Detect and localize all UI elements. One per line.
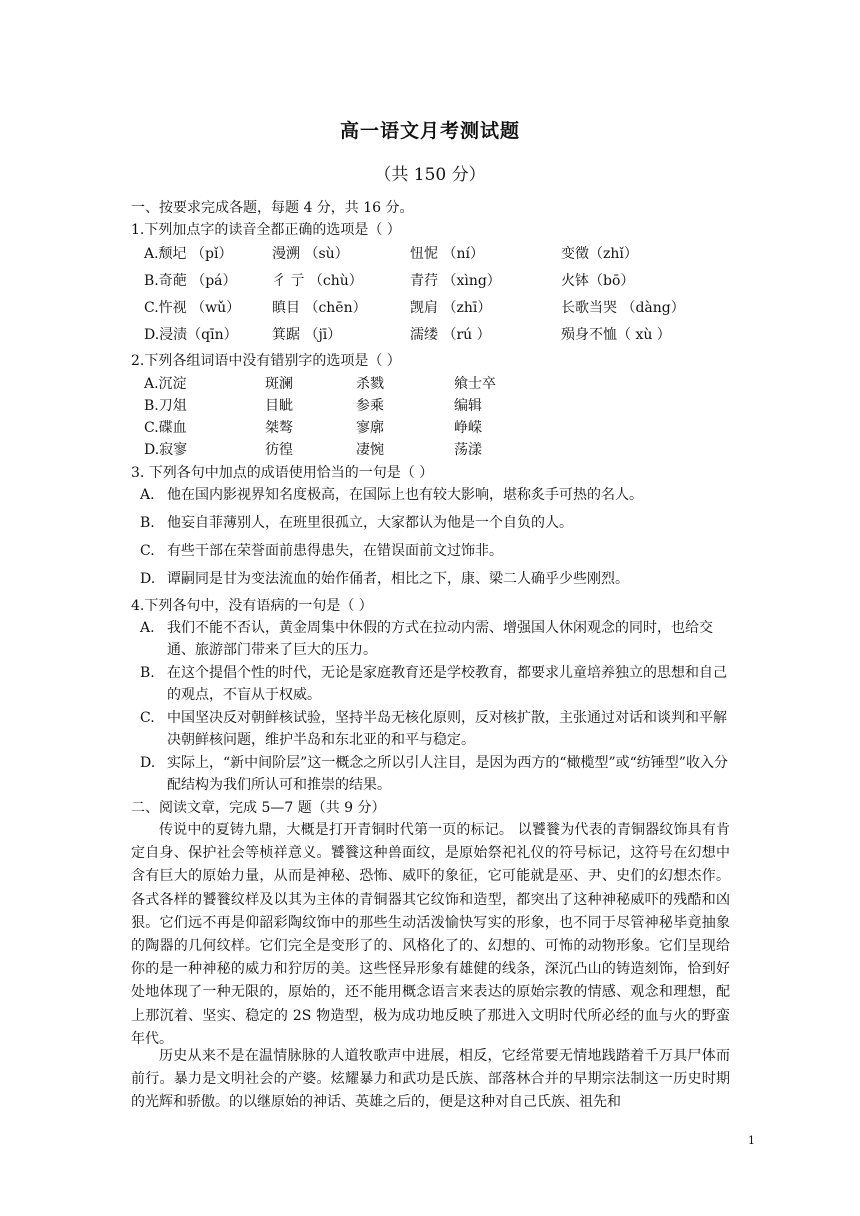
- q2-option-b-word2: 目眦: [265, 398, 293, 414]
- q4-option-b-text: 在这个提倡个性的时代，无论是家庭教育还是学校教育，都要求儿童培养独立的思想和自己的观点，不盲从于权威。: [167, 665, 727, 703]
- q3-stem: 3. 下列各句中加点的成语使用恰当的一句是（ ）: [131, 465, 434, 481]
- q2-option-d-word4: 荡漾: [454, 442, 482, 458]
- q4-option-d: [140, 752, 732, 796]
- q2-option-c-word4: 峥嵘: [454, 420, 482, 436]
- q2-option-c-word1: C.碟血: [144, 420, 187, 436]
- q4-option-a: [140, 617, 732, 661]
- q1-option-d-word3: 濡缕 （rú ）: [410, 327, 491, 343]
- reading-paragraph-2: 历史从来不是在温情脉脉的人道牧歌声中进展，相反，它经常要无情地践踏着千万具尸体而前行。暴力是文明社会的产婆。炫耀暴力和武功是氏族、部落林合并的早期宗法制这一历史时期的光辉和骄傲。的以继原始的神话、英雄之后的，便是这种对自己氏族、祖先和: [131, 1048, 730, 1111]
- q1-option-b-word1: B.奇葩 （pá）: [144, 273, 237, 289]
- q1-option-d-word1: D.浸渍（qīn）: [144, 327, 238, 343]
- q1-option-a-word1: A.颓圮 （pǐ）: [144, 246, 233, 262]
- q2-option-b-word4: 编辑: [454, 398, 482, 414]
- q2-option-b-word1: B.刀俎: [144, 398, 187, 414]
- q1-option-c-word2: 瞋目 （chēn）: [272, 300, 367, 316]
- q4-option-a-text: 我们不能不否认，黄金周集中休假的方式在拉动内需、增强国人休闲观念的同时，也给交通、旅游部门带来了巨大的压力。: [167, 620, 713, 658]
- q1-option-c-word3: 觊肩 （zhī）: [410, 300, 492, 316]
- q2-stem: 2.下列各组词语中没有错别字的选项是（ ）: [131, 353, 401, 369]
- q2-option-c-word3: 寥廓: [356, 420, 384, 436]
- q3-option-a-text: 他在国内影视界知名度极高，在国际上也有较大影响，堪称炙手可热的名人。: [167, 487, 643, 503]
- q2-option-a-word1: A.沉淀: [144, 376, 187, 392]
- page-subtitle: （共 150 分）: [374, 165, 486, 185]
- q1-stem: 1.下列加点字的读音全都正确的选项是（ ）: [131, 222, 401, 238]
- q2-option-d-word2: 彷徨: [265, 442, 293, 458]
- q3-option-d-label: D.: [140, 571, 156, 587]
- section2-heading: 二、阅读文章，完成 5—7 题（共 9 分）: [131, 800, 386, 816]
- q3-option-b-text: 他妄自菲薄别人，在班里很孤立，大家都认为他是一个自负的人。: [167, 515, 573, 531]
- q1-option-a-word4: 变徵（zhǐ）: [561, 246, 638, 262]
- q4-stem: 4.下列各句中，没有语病的一句是（ ）: [131, 598, 373, 614]
- page-number: 1: [748, 1134, 755, 1147]
- section1-heading: 一、按要求完成各题，每题 4 分，共 16 分。: [131, 200, 414, 216]
- q3-option-a-label: A.: [140, 487, 155, 503]
- q3-option-d: [140, 568, 732, 590]
- q1-option-d-word2: 箕踞 （jī）: [272, 327, 342, 343]
- q2-option-d-word3: 凄惋: [356, 442, 384, 458]
- q4-option-b: [140, 662, 732, 706]
- q4-option-b-label: B.: [140, 665, 155, 681]
- q2-option-d-word1: D.寂寥: [144, 442, 188, 458]
- q1-option-a-word2: 漫溯 （sù）: [272, 246, 349, 262]
- q1-option-b-word4: 火钵（bō）: [561, 273, 635, 289]
- q4-option-d-label: D.: [140, 755, 156, 771]
- q4-option-a-label: A.: [140, 620, 155, 636]
- q1-option-b-word3: 青荇 （xìng）: [410, 273, 501, 289]
- q1-option-b-word2: 彳 亍 （chù）: [272, 273, 363, 289]
- q3-option-b-label: B.: [140, 515, 155, 531]
- q3-option-d-text: 谭嗣同是甘为变法流血的始作俑者，相比之下，康、梁二人确乎少些刚烈。: [167, 571, 629, 587]
- q4-option-d-text: 实际上，“新中间阶层”这一概念之所以引人注目，是因为西方的“橄榄型”或“纺锤型”收入分配结构为我们所认可和推崇的结果。: [167, 755, 728, 793]
- page-title: 高一语文月考测试题: [339, 120, 520, 142]
- q3-option-c-label: C.: [140, 543, 155, 559]
- q2-option-c-word2: 桀骜: [265, 420, 293, 436]
- q3-option-c: [140, 540, 732, 562]
- q2-option-b-word3: 参乘: [356, 398, 384, 414]
- q2-option-a-word2: 斑澜: [265, 376, 293, 392]
- q3-option-b: [140, 512, 732, 534]
- q1-option-d-word4: 殒身不恤（ xù ）: [561, 327, 671, 343]
- q3-option-a: [140, 484, 732, 506]
- q1-option-c-word4: 长歌当哭 （dàng）: [561, 300, 685, 316]
- q3-option-c-text: 有些干部在荣誉面前患得患失，在错误面前文过饰非。: [167, 543, 503, 559]
- q2-option-a-word4: 飨士卒: [454, 376, 496, 392]
- q4-option-c-label: C.: [140, 710, 155, 726]
- q4-option-c: [140, 707, 732, 751]
- q4-option-c-text: 中国坚决反对朝鲜核试验，坚持半岛无核化原则，反对核扩散，主张通过对话和谈判和平解决朝鲜核问题，维护半岛和东北亚的和平与稳定。: [167, 710, 727, 748]
- q1-option-c-word1: C.忤视 （wǔ）: [144, 300, 241, 316]
- q2-option-a-word3: 杀戮: [356, 376, 384, 392]
- reading-paragraph-1: 传说中的夏铸九鼎，大概是打开青铜时代第一页的标记。 以饕餮为代表的青铜器纹饰具有肯定自身、保护社会等桢祥意义。饕餮这种兽面纹，是原始祭祀礼仪的符号标记，这符号在幻想中含有巨大的原始力量，从而是神秘、恐怖、威吓的象征，它可能就是巫、尹、史们的幻想杰作。各式各样的饕餮纹样及以其为主体的青铜器其它纹饰和造型，都突出了这种神秘威吓的残酷和凶狠。它们远不再是仰韶彩陶纹饰中的那些生动活泼愉快写实的形象，也不同于尽管神秘毕竟抽象的陶器的几何纹样。它们完全是变形了的、风格化了的、幻想的、可怖的动物形象。它们呈现给你的是一种神秘的威力和狞厉的美。这些怪异形象有雄健的线条，深沉凸山的铸造刻饰，恰到好处地体现了一种无限的，原始的，还不能用概念语言来表达的原始宗教的情感、观念和理想，配上那沉着、坚实、稳定的 2S 物造型，极为成功地反映了那进入文明时代所必经的血与火的野蛮年代。: [131, 822, 730, 1047]
- q1-option-a-word3: 忸怩 （ní）: [410, 246, 484, 262]
